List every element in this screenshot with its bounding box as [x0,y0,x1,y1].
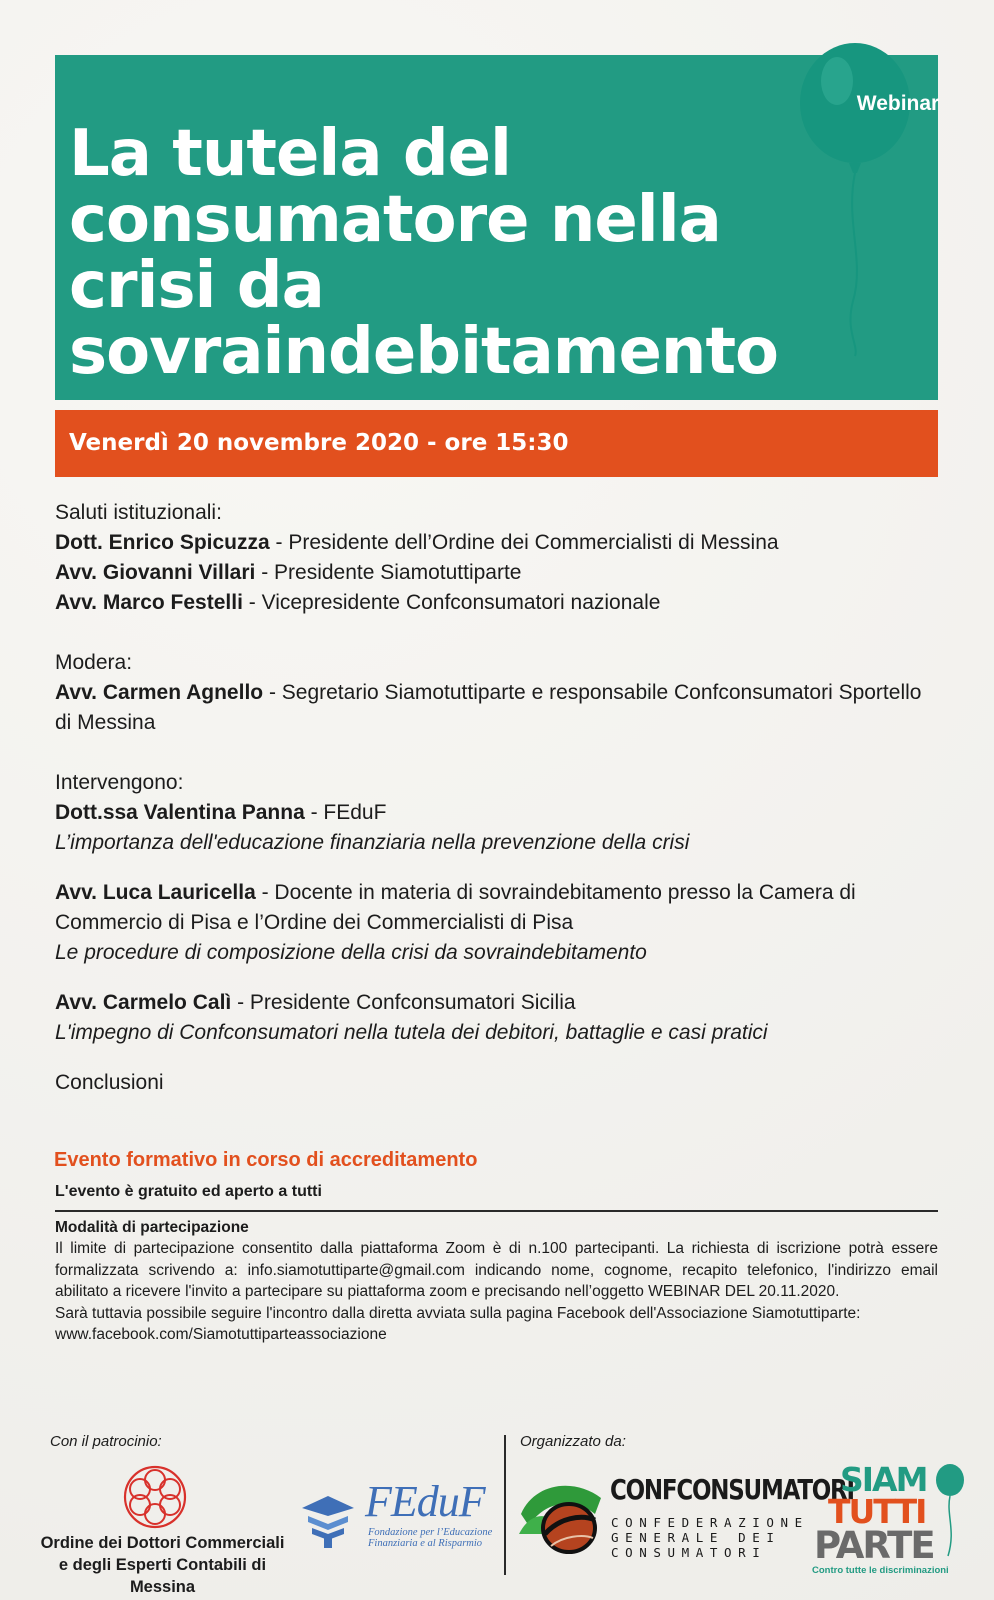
siamotuttiparte-logo [812,1460,982,1585]
balloon-icon [785,41,935,371]
organizer-label: Organizzato da: [520,1433,626,1450]
confconsumatori-logo-icon [515,1474,607,1566]
patronage-label: Con il patrocinio: [50,1433,162,1450]
speaker-item: Avv. Luca Lauricella - Docente in materia di sovraindebitamento presso la Camera di Commercio di Pisa e l’Ordine dei Commercialisti di Pisa [55,881,856,934]
feduf-name: FEduF [365,1477,485,1526]
accreditation-note: Evento formativo in corso di accreditamento [54,1149,478,1171]
participation-body-2: Sarà tuttavia possibile seguire l'incontro dalla diretta avviata sulla pagina Facebook dell'Associazione Siamotuttiparte: [55,1304,861,1322]
stp-line-3: PARTE [814,1524,934,1567]
speaker-item: Dott.ssa Valentina Panna - FEduF [55,801,387,824]
feduf-subtitle: Fondazione per l’Educazione Finanziaria e al Risparmio [368,1527,493,1549]
free-entry-note: L'evento è gratuito ed aperto a tutti [55,1183,322,1200]
greetings-heading: Saluti istituzionali: [55,501,222,524]
moderator-item: Avv. Carmen Agnello - Segretario Siamotuttiparte e responsabile Confconsumatori Sportello di Messina [55,681,922,734]
date-band [55,410,938,477]
moderator-heading: Modera: [55,651,133,674]
program [55,498,935,1098]
speaker-item: Avv. Carmelo Calì - Presidente Confconsumatori Sicilia [55,991,576,1014]
greeting-item: Avv. Marco Festelli - Vicepresidente Confconsumatori nazionale [55,591,661,614]
odc-name: Ordine dei Dottori Commerciali e degli Esperti Contabili di Messina [40,1534,285,1596]
conclusions: Conclusioni [55,1071,164,1094]
participation-title: Modalità di partecipazione [55,1219,249,1236]
balloon-icon [932,1460,972,1560]
speaker-talk: Le procedure di composizione della crisi da sovraindebitamento [55,941,647,964]
facebook-link[interactable]: www.facebook.com/Siamotuttiparteassociazione [55,1326,387,1344]
confconsumatori-name: CONFCONSUMATORI [610,1473,854,1506]
speaker-talk: L'impegno di Confconsumatori nella tutela dei debitori, battaglie e casi pratici [55,1021,768,1044]
participation-body: Il limite di partecipazione consentito dalla piattaforma Zoom è di n.100 partecipanti. La richiesta di iscrizione potrà essere formalizzata scrivendo a: info.siamotuttiparte@gmail.com indicando nome, cognome, recapito telefonico, l'indirizzo email abilitato a ricevere l'invito a partecipare su piattaforma zoom e precisando nell’oggetto WEBINAR DEL 20.11.2020. [55,1240,938,1301]
greeting-item: Avv. Giovanni Villari - Presidente Siamotuttiparte [55,561,522,584]
confconsumatori-subtitle: CONFEDERAZIONE GENERALE DEI CONSUMATORI [611,1515,809,1560]
footer-divider [504,1435,506,1575]
odc-logo-icon [120,1462,190,1532]
speaker-talk: L’importanza dell'educazione finanziaria nella prevenzione della crisi [55,831,690,854]
stp-line-2: TUTTI [828,1492,926,1531]
divider [55,1210,938,1212]
stp-tagline: Contro tutte le discriminazioni [812,1565,949,1576]
webinar-badge: Webinar [856,92,940,115]
greeting-item: Dott. Enrico Spicuzza - Presidente dell’Ordine dei Commercialisti di Messina [55,531,779,554]
hero-banner [55,55,938,400]
participation-info [55,1217,938,1345]
speakers-heading: Intervengono: [55,771,184,794]
page-title: La tutela del consumatore nella crisi da sovraindebitamento [69,117,778,389]
event-date: Venerdì 20 novembre 2020 - ore 15:30 [69,430,569,456]
stp-line-1: SIAM [840,1460,927,1499]
